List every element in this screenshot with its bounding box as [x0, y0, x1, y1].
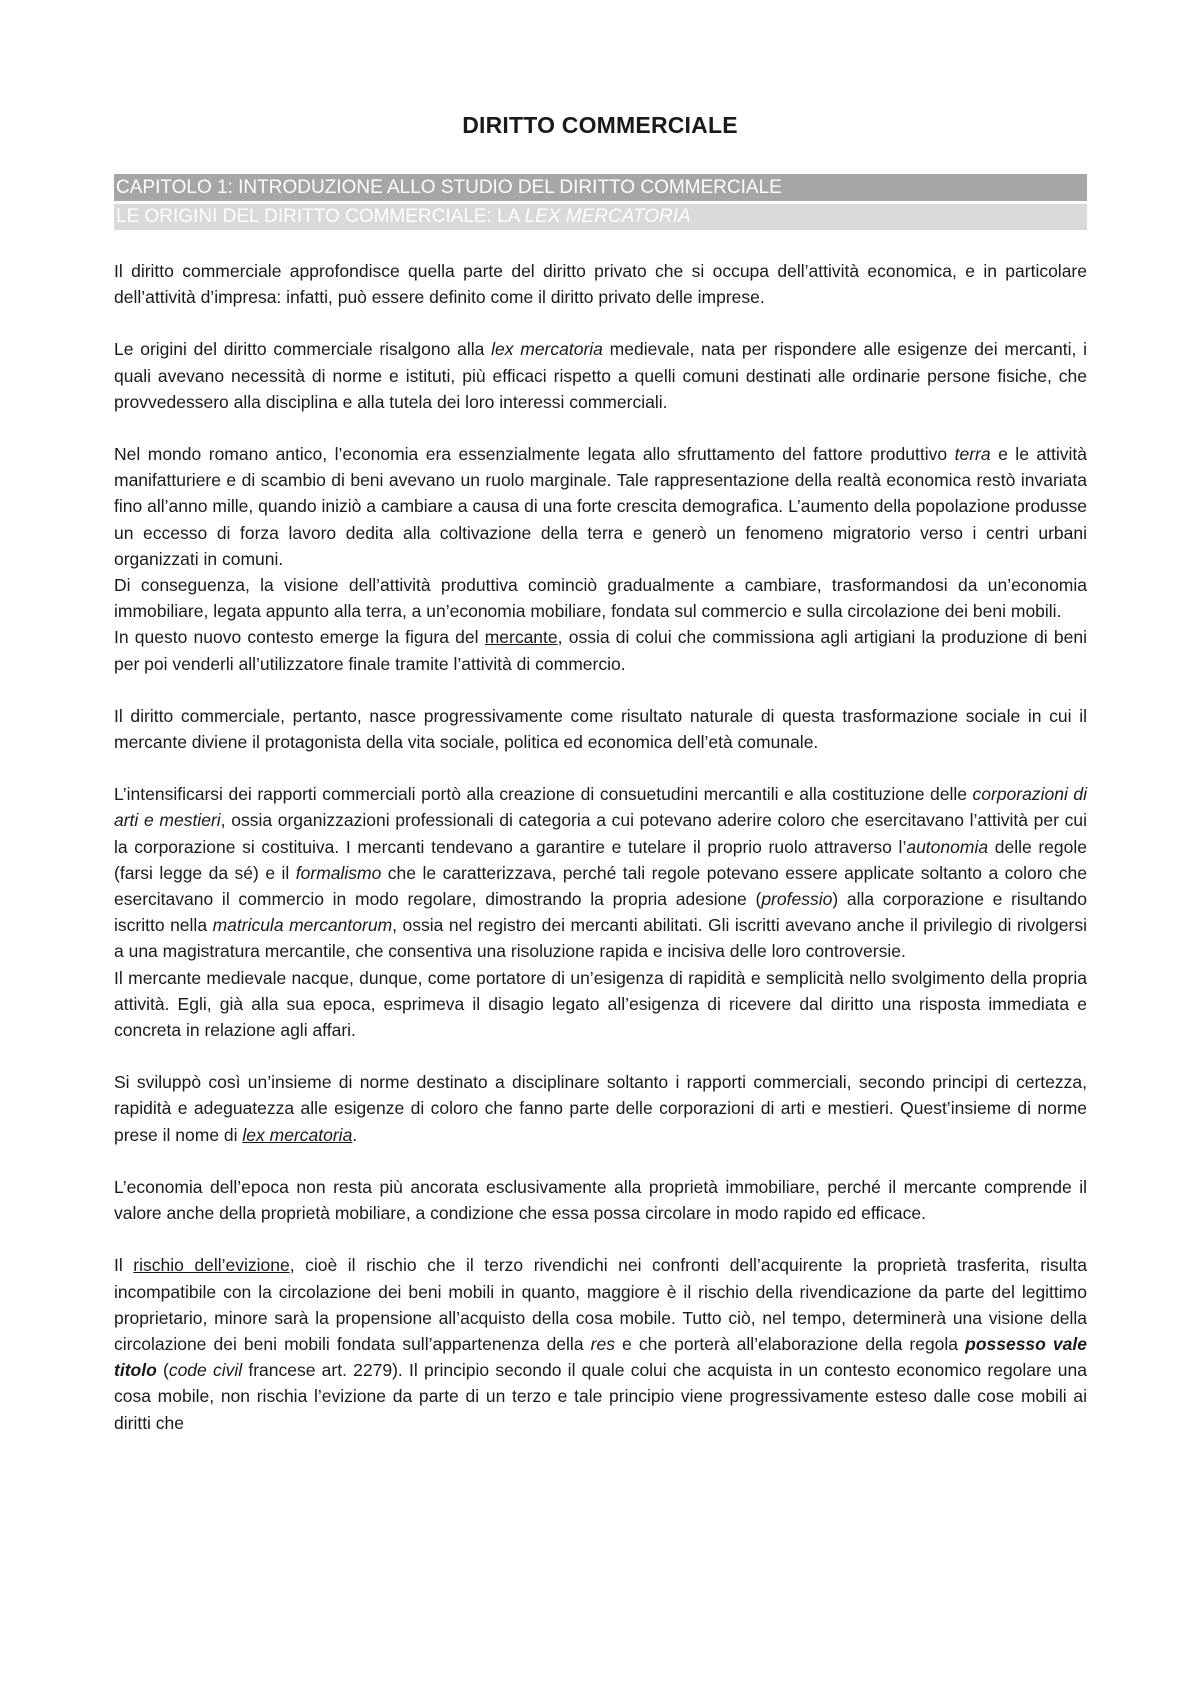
underlined-term: mercante: [484, 627, 558, 648]
italic-term: res: [590, 1333, 615, 1354]
italic-term: code civil: [168, 1360, 243, 1381]
italic-term: autonomia: [906, 836, 989, 857]
section-heading-italic: LEX MERCATORIA: [524, 206, 691, 227]
italic-term: formalismo: [295, 862, 382, 883]
paragraph: Il rischio dell’evizione, cioè il rischio che il terzo rivendichi nei confronti dell’acquirente la proprietà trasferita, risulta incompatibile con la circolazione dei beni mobili in quanto, maggiore è il rischio della rivendicazione da parte del legittimo proprietario, minore sarà la propensione all’acquisto della cosa mobile. Tutto ciò, nel tempo, determinerà una visione della circolazione dei beni mobili fondata sull’appartenenza della res e che porterà all’elaborazione della regola possesso vale titolo (code civil francese art. 2279). Il principio secondo il quale colui che acquista in un contesto economico regolare una cosa mobile, non rischia l’evizione da parte di un terzo e tale principio viene progressivamente esteso dalle cose mobili ai diritti che: [114, 1255, 1087, 1433]
italic-term: professio: [761, 889, 833, 910]
section-heading: [114, 204, 1087, 230]
paragraph: L’intensificarsi dei rapporti commerciali portò alla creazione di consuetudini mercantili e alla costituzione delle corporazioni di arti e mestieri, ossia organizzazioni professionali di categoria a cui potevano aderire coloro che esercitavano l’attività per cui la corporazione si costituiva. I mercanti tendevano a garantire e tutelare il proprio ruolo attraverso l’autonomia delle regole (farsi legge da sé) e il formalismo che le caratterizzava, perché tali regole potevano essere applicate soltanto a coloro che esercitavano il commercio in modo regolare, dimostrando la propria adesione (professio) alla corporazione e risultando iscritto nella matricula mercantorum, ossia nel registro dei mercanti abilitati. Gli iscritti avevano anche il privilegio di rivolgersi a una magistratura mercantile, che consentiva una risoluzione rapida e incisiva delle loro controversie.: [114, 784, 1087, 962]
chapter-heading: CAPITOLO 1: INTRODUZIONE ALLO STUDIO DEL DIRITTO COMMERCIALE: [114, 174, 1087, 201]
document-title: DIRITTO COMMERCIALE: [462, 112, 738, 138]
paragraph: Le origini del diritto commerciale risalgono alla lex mercatoria medievale, nata per rispondere alle esigenze dei mercanti, i quali avevano necessità di norme e istituti, più efficaci rispetto a quelli comuni destinati alle ordinarie persone fisiche, che provvedessero alla disciplina e alla tutela dei loro interessi commerciali.: [114, 339, 1087, 412]
paragraph: Di conseguenza, la visione dell’attività produttiva cominciò gradualmente a cambiare, trasformandosi da un’economia immobiliare, legata appunto alla terra, a un’economia mobiliare, fondata sul commercio e sulla circolazione dei beni mobili.: [114, 575, 1087, 622]
paragraph: Nel mondo romano antico, l’economia era essenzialmente legata allo sfruttamento del fattore produttivo terra e le attività manifatturiere e di scambio di beni avevano un ruolo marginale. Tale rappresentazione della realtà economica restò invariata fino all’anno mille, quando iniziò a cambiare a causa di una forte crescita demografica. L’aumento della popolazione produsse un eccesso di forza lavoro dedita alla coltivazione della terra e generò un fenomeno migratorio verso i centri urbani organizzati in comuni.: [114, 444, 1087, 569]
paragraph: Il diritto commerciale approfondisce quella parte del diritto privato che si occupa dell’attività economica, e in particolare dell’attività d’impresa: infatti, può essere definito come il diritto privato delle imprese.: [114, 261, 1087, 308]
paragraph: Il mercante medievale nacque, dunque, come portatore di un’esigenza di rapidità e semplicità nello svolgimento della propria attività. Egli, già alla sua epoca, esprimeva il disagio legato all’esigenza di ricevere dal diritto una risposta immediata e concreta in relazione agli affari.: [114, 967, 1087, 1041]
bold-term: possesso vale titolo: [114, 1333, 1087, 1381]
paragraph: Si sviluppò così un’insieme di norme destinato a disciplinare soltanto i rapporti commerciali, secondo principi di certezza, rapidità e adeguatezza alle esigenze di coloro che fanno parte delle corporazioni di arti e mestieri. Quest’insieme di norme prese il nome di lex mercatoria.: [114, 1072, 1087, 1145]
italic-term: matricula mercantorum: [212, 915, 393, 936]
italic-term: lex mercatoria: [491, 339, 603, 360]
document-body: [114, 258, 1087, 1436]
italic-term: terra: [954, 444, 991, 465]
section-heading-text: LE ORIGINI DEL DIRITTO COMMERCIALE: LA: [116, 206, 525, 227]
underlined-term: lex mercatoria: [242, 1124, 353, 1145]
paragraph: L’economia dell’epoca non resta più ancorata esclusivamente alla proprietà immobiliare, perché il mercante comprende il valore anche della proprietà mobiliare, a condizione che essa possa circolare in modo rapido ed efficace.: [114, 1176, 1087, 1224]
paragraph: In questo nuovo contesto emerge la figura del mercante, ossia di colui che commissiona agli artigiani la produzione di beni per poi venderli all’utilizzatore finale tramite l’attività di commercio.: [114, 627, 1087, 674]
italic-term: corporazioni di arti e mestieri: [114, 784, 1087, 831]
paragraph: Il diritto commerciale, pertanto, nasce progressivamente come risultato naturale di questa trasformazione sociale in cui il mercante diviene il protagonista della vita sociale, politica ed economica dell’età comunale.: [114, 705, 1087, 753]
underlined-term: rischio dell’evizione: [133, 1255, 290, 1276]
